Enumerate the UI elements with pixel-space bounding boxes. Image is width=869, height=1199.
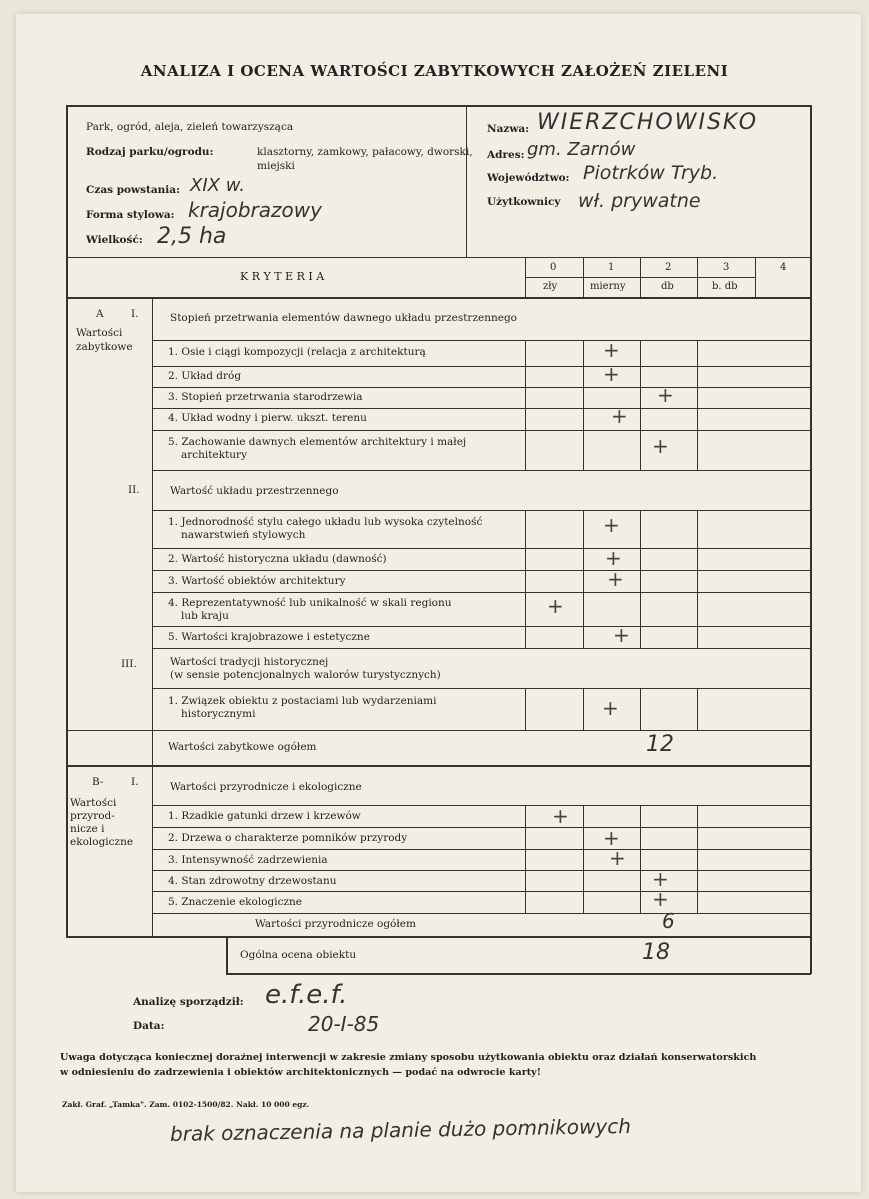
section-a-roman: I. [131, 308, 139, 320]
section-a-i-title: Stopień przetrwania elementów dawnego układu przestrzennego [170, 312, 517, 324]
mark-a1-3: + [657, 383, 674, 407]
overall-value: 18 [642, 940, 670, 965]
col-4-num: 4 [780, 262, 787, 273]
uzytkownicy-label: Użytkownicy [487, 196, 561, 208]
total-b-value: 6 [662, 909, 675, 933]
section-b-name-1: Wartości [70, 797, 117, 809]
signature-label: Analizę sporządził: [133, 996, 244, 1008]
wielkosc-value: 2,5 ha [157, 224, 227, 249]
signature-value: e.f.e.f. [265, 980, 348, 1010]
printer-info: Zakł. Graf. „Tamka". Zam. 0102-1500/82. Nakł. 10 000 egz. [62, 1100, 310, 1109]
row-b-1: 1. Rzadkie gatunki drzew i krzewów [168, 810, 361, 822]
section-a-ii-title: Wartość układu przestrzennego [170, 485, 339, 497]
section-a-iii-title: Wartości tradycji historycznej [170, 656, 329, 668]
forma-label: Forma stylowa: [86, 209, 175, 221]
section-a-iii-roman: III. [121, 658, 137, 670]
notice-line-2: w odniesieniu do zadrzewienia i obiektów architektonicznych — podać na odwrocie karty! [60, 1067, 541, 1078]
adres-value: gm. Zarnów [527, 139, 636, 160]
forma-value: krajobrazowy [188, 198, 322, 222]
mark-b-1: + [552, 804, 569, 828]
notice-line-1: Uwaga dotycząca koniecznej doraźnej interwencji w zakresie zmiany sposobu użytkowania obiektu oraz działań konserwatorskich [60, 1052, 757, 1063]
row-a3-1-cont: historycznymi [181, 708, 256, 720]
total-a-label: Wartości zabytkowe ogółem [168, 741, 317, 753]
wojewodztwo-label: Województwo: [487, 172, 570, 184]
row-b-4: 4. Stan zdrowotny drzewostanu [168, 875, 337, 887]
section-b-roman: I. [131, 776, 139, 788]
row-a1-4: 4. Układ wodny i pierw. ukszt. terenu [168, 412, 367, 424]
wojewodztwo-value: Piotrków Tryb. [583, 162, 719, 184]
row-a2-2: 2. Wartość historyczna układu (dawność) [168, 553, 387, 565]
col-1-name: mierny [590, 281, 626, 292]
row-a1-3: 3. Stopień przetrwania starodrzewia [168, 391, 363, 403]
row-b-3: 3. Intensywność zadrzewienia [168, 854, 328, 866]
form-title: ANALIZA I OCENA WARTOŚCI ZABYTKOWYCH ZAŁOŻEŃ ZIELENI [140, 62, 729, 80]
row-a2-4-cont: lub kraju [181, 610, 229, 622]
mark-a2-5: + [613, 623, 630, 647]
row-b-2: 2. Drzewa o charakterze pomników przyrody [168, 832, 408, 844]
date-label: Data: [133, 1020, 165, 1032]
row-a1-5: 5. Zachowanie dawnych elementów architektury i małej [168, 436, 467, 448]
mark-a2-3: + [607, 567, 624, 591]
row-a3-1: 1. Związek obiektu z postaciami lub wydarzeniami [168, 695, 437, 707]
rodzaj-options-2: miejski [257, 160, 295, 172]
section-a-ii-roman: II. [128, 484, 140, 496]
col-1-num: 1 [608, 262, 615, 273]
section-a-name-2: zabytkowe [76, 341, 133, 353]
section-a-letter: A [96, 308, 104, 320]
bottom-handwritten-note: brak oznaczenia na planie dużo pomnikowych [169, 1113, 632, 1147]
section-a-name-1: Wartości [76, 327, 123, 339]
date-value: 20-I-85 [308, 1012, 380, 1036]
row-a2-4: 4. Reprezentatywność lub unikalność w skali regionu [168, 597, 452, 609]
nazwa-value: WIERZCHOWISKO [537, 110, 759, 135]
row-a2-5: 5. Wartości krajobrazowe i estetyczne [168, 631, 370, 643]
section-b-name-3: nicze i [70, 823, 105, 835]
rodzaj-label: Rodzaj parku/ogrodu: [86, 146, 214, 158]
total-a-value: 12 [646, 732, 674, 757]
nazwa-label: Nazwa: [487, 123, 530, 135]
adres-label: Adres: [487, 149, 525, 161]
mark-a1-1: + [603, 338, 620, 362]
row-b-5: 5. Znaczenie ekologiczne [168, 896, 303, 908]
mark-a2-4: + [547, 594, 564, 618]
col-3-name: b. db [712, 281, 738, 292]
criteria-label: K R Y T E R I A [240, 270, 325, 283]
col-0-name: zły [543, 281, 558, 292]
mark-a3-1: + [602, 696, 619, 720]
row-a1-5-cont: architektury [181, 449, 248, 461]
col-3-num: 3 [723, 262, 730, 273]
mark-a1-4: + [611, 404, 628, 428]
mark-a1-5: + [652, 434, 669, 458]
row-a1-1: 1. Osie i ciągi kompozycji (relacja z architekturą [168, 346, 426, 358]
mark-b-5: + [652, 887, 669, 911]
section-b-letter: B- [92, 776, 104, 788]
mark-a2-2: + [605, 546, 622, 570]
overall-label: Ogólna ocena obiektu [240, 949, 357, 961]
mark-b-4: + [652, 867, 669, 891]
uzytkownicy-value: wł. prywatne [578, 190, 701, 212]
col-0-num: 0 [550, 262, 557, 273]
mark-a1-2: + [603, 362, 620, 386]
rodzaj-options: klasztorny, zamkowy, pałacowy, dworski, [257, 146, 473, 158]
section-b-title: Wartości przyrodnicze i ekologiczne [170, 781, 362, 793]
row-a2-1-cont: nawarstwień stylowych [181, 529, 306, 541]
mark-b-2: + [603, 826, 620, 850]
section-a-iii-title-2: (w sensie potencjonalnych walorów turystycznych) [170, 669, 441, 681]
total-b-label: Wartości przyrodnicze ogółem [255, 918, 416, 930]
section-b-name-2: przyrod- [70, 810, 115, 822]
czas-value: XIX w. [190, 175, 245, 196]
row-a1-2: 2. Układ dróg [168, 370, 242, 382]
wielkosc-label: Wielkość: [86, 234, 143, 246]
mark-b-3: + [609, 846, 626, 870]
row-a2-1: 1. Jednorodność stylu całego układu lub wysoka czytelność [168, 516, 483, 528]
mark-a2-1: + [603, 513, 620, 537]
row-a2-3: 3. Wartość obiektów architektury [168, 575, 346, 587]
col-2-name: db [661, 281, 674, 292]
czas-label: Czas powstania: [86, 184, 180, 196]
col-2-num: 2 [665, 262, 672, 273]
park-types: Park, ogród, aleja, zieleń towarzysząca [86, 121, 294, 133]
section-b-name-4: ekologiczne [70, 836, 134, 848]
